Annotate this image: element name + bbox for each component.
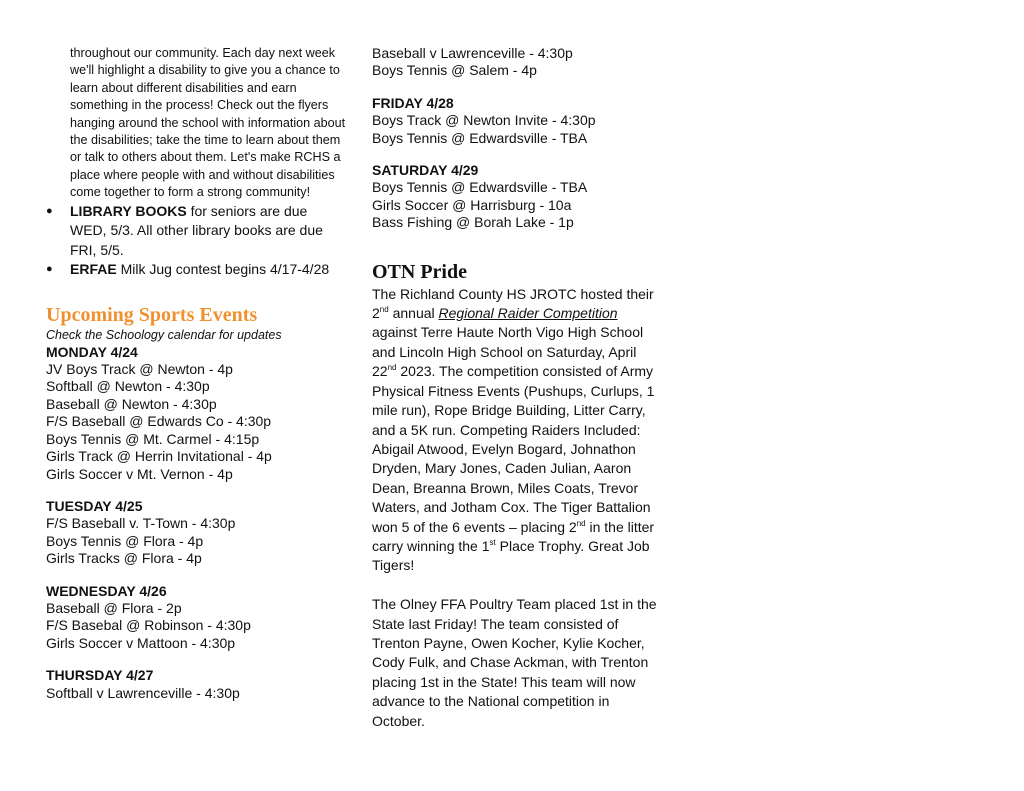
event-item: F/S Basebal @ Robinson - 4:30p <box>46 617 251 634</box>
day-monday <box>46 344 346 483</box>
event-item: Boys Tennis @ Edwardsville - TBA <box>372 179 588 196</box>
day-thursday <box>46 667 346 702</box>
intro-paragraph: throughout our community. Each day next week we'll highlight a disability to give you a chance to learn about different disabilities and earn something in the process! Check out the flyers hanging around the school with information about the disabilities; take the time to learn about them or talk to others about them. Let's make RCHS a place where people with and without disabilities come together to form a strong community! <box>70 46 346 200</box>
ordinal-suffix: nd <box>576 518 586 528</box>
regional-raider-link[interactable]: Regional Raider Competition <box>438 305 618 322</box>
day-title: MONDAY 4/24 <box>46 343 138 360</box>
event-item: Softball v Lawrenceville - 4:30p <box>46 684 240 701</box>
bullet-erfae <box>46 260 346 280</box>
ordinal-suffix: nd <box>387 363 397 373</box>
event-item: Boys Tennis @ Flora - 4p <box>46 532 204 549</box>
day-tuesday <box>46 498 346 568</box>
right-column <box>372 45 662 731</box>
jrotc-paragraph <box>372 285 662 576</box>
event-item: Girls Track @ Herrin Invitational - 4p <box>46 448 272 465</box>
text-run: 2023. The competition consisted of Army Physical Fitness Events (Pushups, Curlups, 1 mile run), Rope Bridge Building, Litter Carry, and a 5K run. Competing Raiders Included: Abigail Atwood, Evelyn Bogard, Johnathon Dryden, Mary Jones, Caden Julian, Aaron Dean, Breanna Brown, Miles Coats, Trevor Waters, and Jotham Cox. The Tiger Battalion won 5 of the 6 events – placing 2 <box>372 363 655 535</box>
day-title: SATURDAY 4/29 <box>372 162 479 179</box>
text-run: The Richland County HS JROTC hosted their 2 <box>372 285 654 322</box>
day-wednesday <box>46 583 346 653</box>
event-item: Girls Soccer @ Harrisburg - 10a <box>372 196 572 213</box>
day-title: WEDNESDAY 4/26 <box>46 582 167 599</box>
event-item: Boys Tennis @ Salem - 4p <box>372 62 537 79</box>
event-item: Baseball v Lawrenceville - 4:30p <box>372 45 573 61</box>
event-item: Girls Soccer v Mt. Vernon - 4p <box>46 465 233 482</box>
event-item: Boys Tennis @ Edwardsville - TBA <box>372 129 588 146</box>
otn-pride-heading: OTN Pride <box>372 260 467 283</box>
event-item: Boys Tennis @ Mt. Carmel - 4:15p <box>46 430 260 447</box>
event-item: JV Boys Track @ Newton - 4p <box>46 361 233 378</box>
event-item: Baseball @ Flora - 2p <box>46 599 182 616</box>
ordinal-suffix: st <box>489 537 496 547</box>
text-run: against Terre Haute North Vigo High School and Lincoln High School on Saturday, April 22 <box>372 324 644 380</box>
sports-note: Check the Schoology calendar for updates <box>46 327 282 342</box>
event-item: Softball @ Newton - 4:30p <box>46 378 210 395</box>
day-saturday <box>372 162 662 232</box>
announcement-list <box>46 202 346 280</box>
sports-heading: Upcoming Sports Events <box>46 303 258 326</box>
bullet-text: Milk Jug contest begins 4/17-4/28 <box>116 261 330 278</box>
text-run: in the litter carry winning the 1 <box>372 518 655 554</box>
text-run: Place Trophy. Great Job Tigers! <box>372 537 650 574</box>
text-run: annual <box>388 305 439 322</box>
event-item: Girls Tracks @ Flora - 4p <box>46 550 202 567</box>
day-title: FRIDAY 4/28 <box>372 94 454 111</box>
bullet-bold: LIBRARY BOOKS <box>70 202 187 219</box>
event-item: F/S Baseball v. T-Town - 4:30p <box>46 515 236 532</box>
event-item: Girls Soccer v Mattoon - 4:30p <box>46 634 236 651</box>
thursday-continued <box>372 45 662 80</box>
bullet-library-books <box>46 202 346 261</box>
ordinal-suffix: nd <box>379 305 389 315</box>
ffa-paragraph: The Olney FFA Poultry Team placed 1st in the State last Friday! The team consisted of Trenton Payne, Owen Kocher, Kylie Kocher, Cody Fulk, and Chase Ackman, with Trenton placing 1st in the State! This team will now advance to the National competition in October. <box>372 596 657 729</box>
bullet-bold: ERFAE <box>70 261 117 278</box>
event-item: Bass Fishing @ Borah Lake - 1p <box>372 214 574 231</box>
left-column <box>46 45 346 717</box>
day-title: THURSDAY 4/27 <box>46 667 154 684</box>
event-item: F/S Baseball @ Edwards Co - 4:30p <box>46 413 272 430</box>
day-title: TUESDAY 4/25 <box>46 497 143 514</box>
bullet-text: for seniors are due WED, 5/3. All other library books are due FRI, 5/5. <box>70 202 323 258</box>
event-item: Baseball @ Newton - 4:30p <box>46 395 217 412</box>
day-friday <box>372 95 662 147</box>
event-item: Boys Track @ Newton Invite - 4:30p <box>372 112 596 129</box>
